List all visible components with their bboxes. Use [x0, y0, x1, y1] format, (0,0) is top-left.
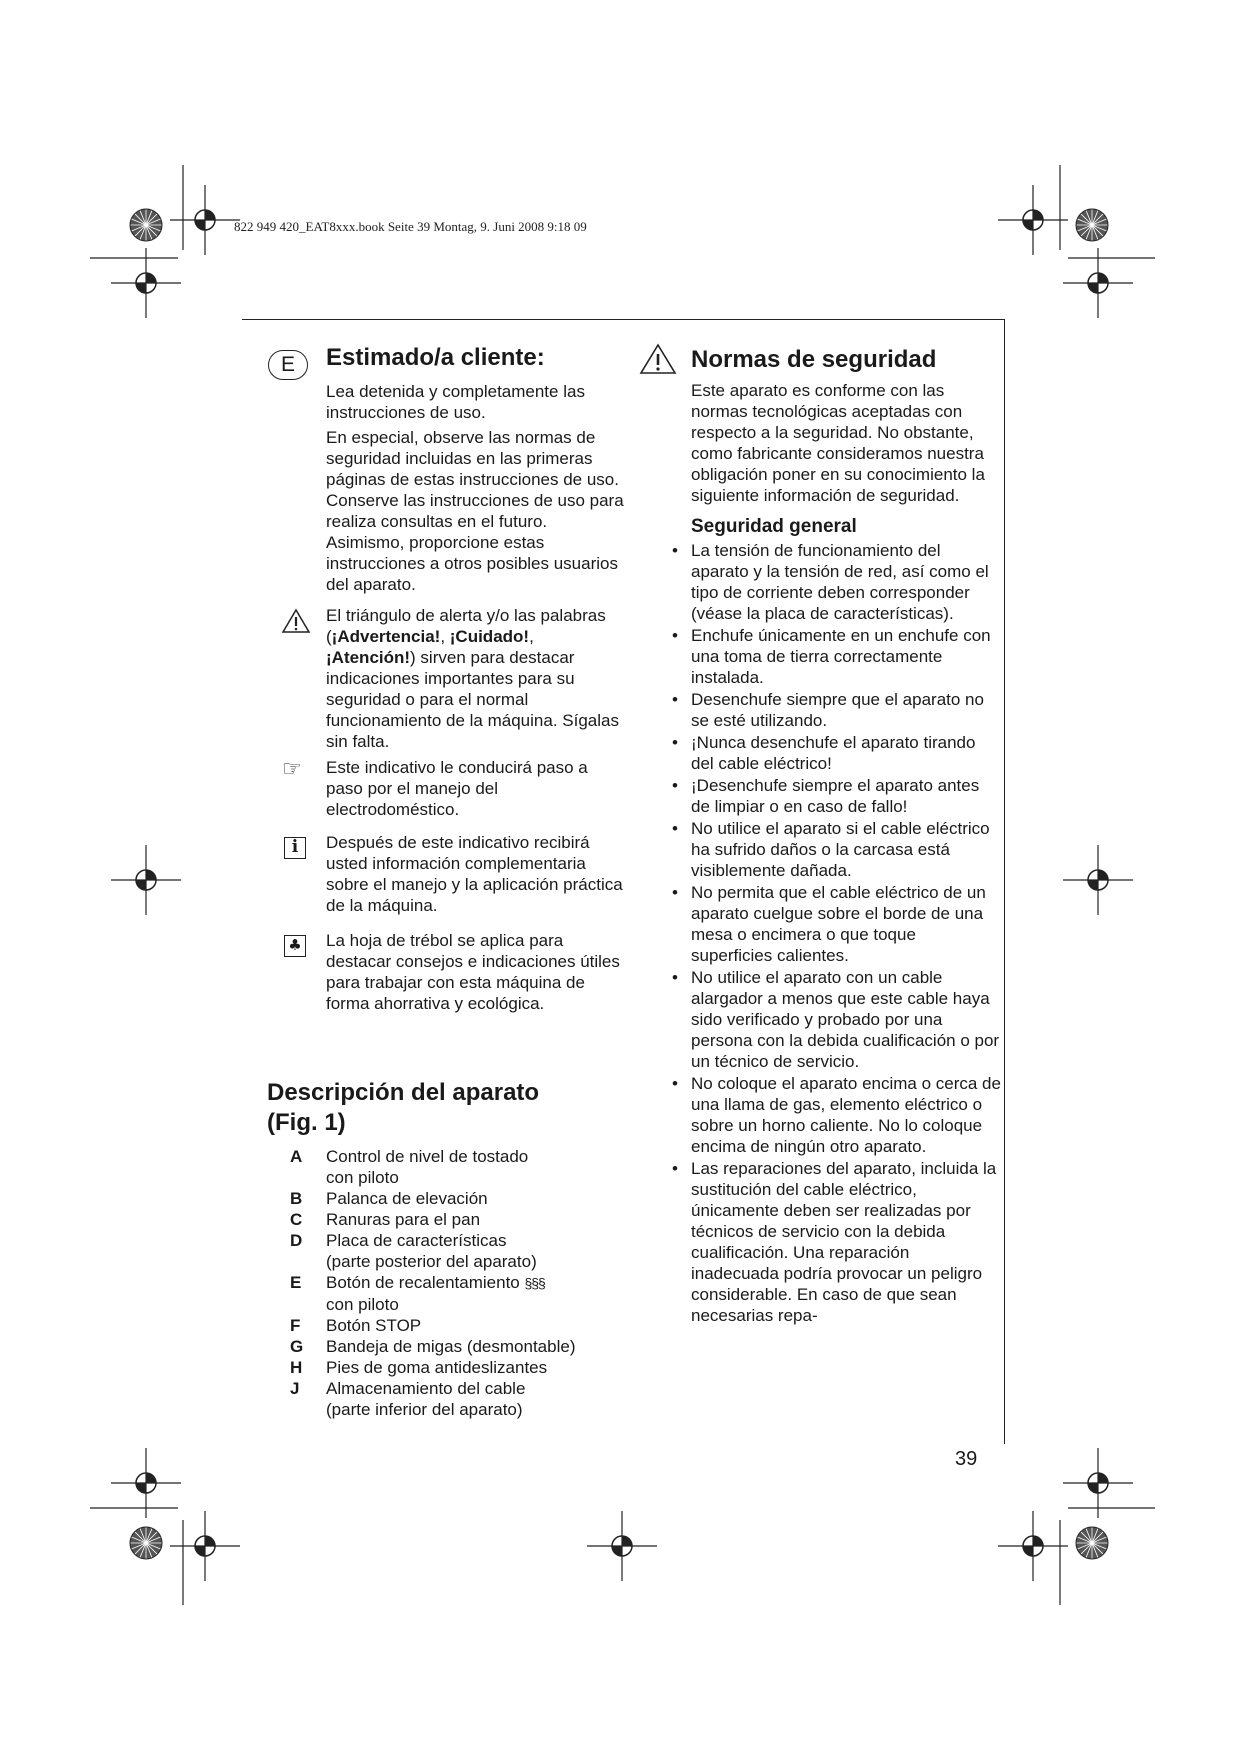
- intro-paragraph-1: Lea detenida y completamente las instrucciones de uso.: [326, 382, 585, 422]
- part-item-d: D Placa de características (parte posterior del aparato): [290, 1231, 537, 1271]
- part-item-b: B Palanca de elevación: [290, 1189, 488, 1208]
- part-item-e: E Botón de recalentamiento §§§ con piloto: [290, 1273, 545, 1314]
- safety-intro: Este aparato es conforme con las normas tecnológicas aceptadas con respecto a la seguridad. No obstante, como fabricante consideramos nuestra obligación poner en su conocimiento la siguiente información de seguridad.: [691, 381, 985, 505]
- list-item: • Las reparaciones del aparato, incluida la sustitución del cable eléctrico, únicamente deben ser realizadas por técnicos de servicio con la debida cualificación. Una reparación inadecuada podría provocar un peligro considerable. En caso de que sean necesarias repa-: [691, 1158, 1001, 1326]
- part-item-j: J Almacenamiento del cable (parte inferior del aparato): [290, 1379, 526, 1419]
- greeting-title: Estimado/a cliente:: [326, 344, 545, 371]
- description-figure-ref: (Fig. 1): [267, 1109, 346, 1136]
- frame-right-rule: [1004, 319, 1005, 1444]
- list-item: • No utilice el aparato con un cable alargador a menos que este cable haya sido verificado y probado por una persona con la debida cualificación o por un técnico de servicio.: [691, 967, 1001, 1072]
- part-item-a: A Control de nivel de tostado con piloto: [290, 1147, 529, 1187]
- greeting-section: [326, 343, 626, 595]
- warning-word-cuidado: ¡Cuidado!: [449, 627, 530, 646]
- list-item: • No coloque el aparato encima o cerca de una llama de gas, elemento eléctrico o sobre un horno caliente. No lo coloque encima de ningún otro aparato.: [691, 1073, 1001, 1157]
- warning-word-atencion: ¡Atención!: [326, 648, 411, 667]
- list-item: • Enchufe únicamente en un enchufe con una toma de tierra correctamente instalada.: [691, 625, 1001, 688]
- warning-triangle-icon: [639, 343, 677, 375]
- warning-word-advertencia: ¡Advertencia!: [331, 627, 441, 646]
- description-heading: [267, 1078, 627, 1138]
- safety-title: Normas de seguridad: [691, 346, 937, 373]
- parts-list: [290, 1146, 630, 1420]
- warning-triangle-icon: [281, 608, 311, 634]
- pointing-hand-icon: ☞: [282, 756, 302, 781]
- hand-paragraph: Este indicativo le conducirá paso a paso por el manejo del electrodoméstico.: [326, 758, 588, 819]
- general-safety-subtitle: Seguridad general: [691, 516, 857, 537]
- clover-paragraph: La hoja de trébol se aplica para destacar consejos e indicaciones útiles para trabajar con esta máquina de forma ahorrativa y ecológica.: [326, 931, 620, 1013]
- description-title: Descripción del aparato: [267, 1079, 540, 1106]
- page-number: 39: [955, 1448, 978, 1470]
- clover-icon: ♣: [284, 935, 306, 957]
- language-badge: E: [268, 350, 308, 380]
- list-item: • La tensión de funcionamiento del aparato y la tensión de red, así como el tipo de corriente deben corresponder (véase la placa de características).: [691, 540, 1001, 624]
- warning-paragraph: El triángulo de alerta y/o las palabras (¡Advertencia!, ¡Cuidado!, ¡Atención!) sirven para destacar indicaciones importantes para su seguridad o para el normal funcionamiento de la máquina. Sígalas sin falta.: [326, 606, 619, 751]
- list-item: • No permita que el cable eléctrico de un aparato cuelgue sobre el borde de una mesa o encimera o que toque superficies calientes.: [691, 882, 1001, 966]
- part-item-f: F Botón STOP: [290, 1316, 422, 1335]
- list-item: • ¡Desenchufe siempre el aparato antes de limpiar o en caso de fallo!: [691, 775, 1001, 817]
- print-slug: 822 949 420_EAT8xxx.book Seite 39 Montag, 9. Juni 2008 9:18 09: [234, 219, 587, 234]
- part-item-h: H Pies de goma antideslizantes: [290, 1358, 548, 1377]
- safety-bullet-list: [691, 540, 1001, 1326]
- part-item-g: G Bandeja de migas (desmontable): [290, 1337, 576, 1356]
- info-icon: i: [284, 837, 306, 859]
- info-paragraph: Después de este indicativo recibirá usted información complementaria sobre el manejo y la aplicación práctica de la máquina.: [326, 833, 623, 915]
- part-item-c: C Ranuras para el pan: [290, 1210, 481, 1229]
- list-item: • ¡Nunca desenchufe el aparato tirando del cable eléctrico!: [691, 732, 1001, 774]
- safety-section: [691, 345, 1001, 1327]
- reheat-icon: §§§: [524, 1275, 545, 1291]
- intro-paragraph-2: En especial, observe las normas de seguridad incluidas en las primeras páginas de estas instrucciones de uso. Conserve las instrucciones de uso para realiza consultas en el futuro. Asimismo, proporcione estas instrucciones a otros posibles usuarios del aparato.: [326, 428, 624, 594]
- list-item: • Desenchufe siempre que el aparato no se esté utilizando.: [691, 689, 1001, 731]
- list-item: • No utilice el aparato si el cable eléctrico ha sufrido daños o la carcasa está visiblemente dañada.: [691, 818, 1001, 881]
- frame-top-rule: [242, 319, 1005, 320]
